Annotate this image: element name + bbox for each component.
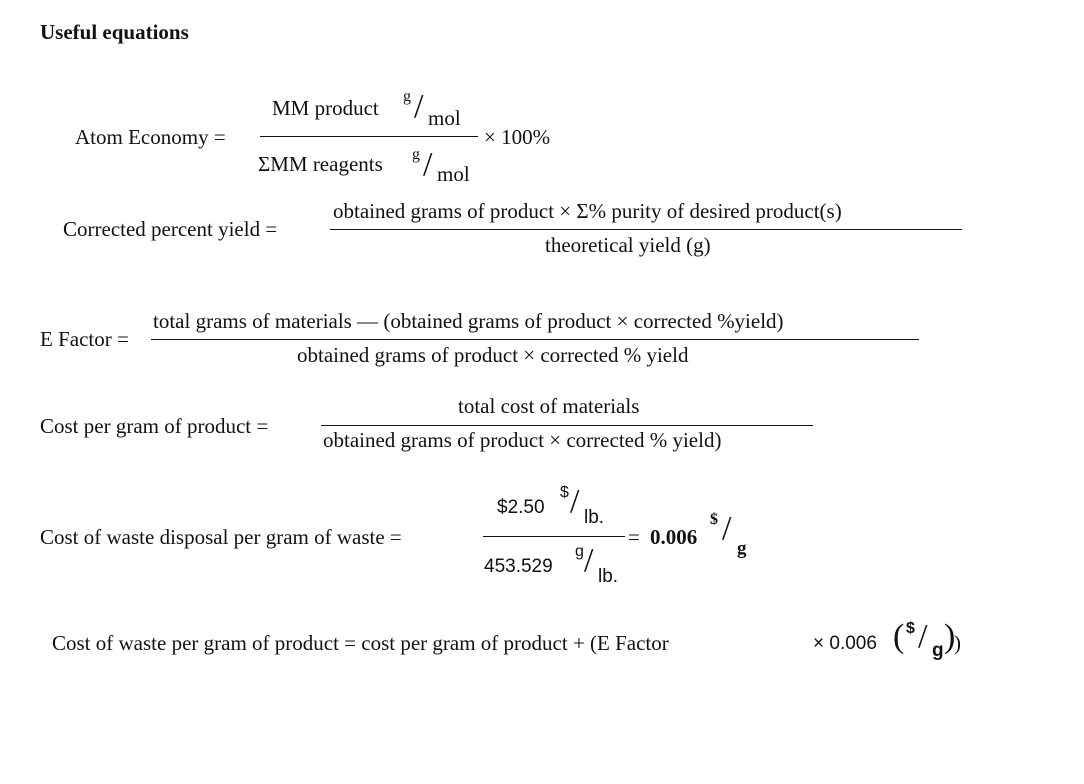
waste-disposal-result-unit-top: $ <box>710 511 718 528</box>
atom-economy-denominator-clip <box>255 146 485 186</box>
waste-per-product-times: × 0.006 <box>813 633 877 654</box>
waste-disposal-den-unit-top: g <box>575 543 584 560</box>
waste-disposal-num-unit-bottom: lb. <box>584 507 605 528</box>
e-factor-lhs: E Factor = <box>40 327 129 351</box>
atom-economy-times: × 100% <box>484 125 551 149</box>
fraction-slash: / <box>722 510 732 547</box>
atom-economy-den-unit-top: g <box>412 146 420 163</box>
atom-economy-denominator: ΣMM reagents <box>258 152 383 176</box>
fraction-bar <box>151 339 919 340</box>
waste-disposal-num-unit-top: $ <box>560 484 569 501</box>
close-paren: ) <box>944 618 956 655</box>
corrected-yield-denominator: theoretical yield (g) <box>545 233 711 257</box>
corrected-yield-lhs: Corrected percent yield = <box>63 217 278 241</box>
waste-disposal-num-value: $2.50 <box>497 497 545 518</box>
waste-disposal-den-unit-bottom: lb. <box>598 566 619 587</box>
atom-economy-num-unit-top: g <box>403 88 411 105</box>
fraction-slash: / <box>570 483 580 520</box>
fraction-slash: / <box>414 88 424 125</box>
waste-disposal-equals: = <box>628 525 640 549</box>
fraction-slash: / <box>918 618 928 655</box>
waste-per-product-text: Cost of waste per gram of product = cost per gram of product + (E Factor <box>52 631 669 655</box>
e-factor-denominator: obtained grams of product × corrected % yield <box>297 343 689 367</box>
fraction-bar <box>260 136 478 137</box>
cost-per-gram-denominator: obtained grams of product × corrected % yield) <box>323 428 722 452</box>
waste-disposal-result-unit-bottom: g <box>737 538 747 559</box>
close-paren-outer: ) <box>954 631 961 655</box>
page-heading: Useful equations <box>40 20 189 44</box>
waste-per-product-unit-bottom: g <box>932 640 944 661</box>
waste-disposal-result: 0.006 <box>650 525 698 549</box>
open-paren: ( <box>893 618 905 655</box>
fraction-bar <box>483 536 625 537</box>
atom-economy-numerator: MM product <box>272 96 379 120</box>
waste-disposal-den-value: 453.529 <box>484 556 553 577</box>
cost-per-gram-numerator: total cost of materials <box>458 394 640 418</box>
atom-economy-lhs: Atom Economy = <box>75 125 226 149</box>
e-factor-numerator: total grams of materials — (obtained grams of product × corrected %yield) <box>153 309 784 333</box>
atom-economy-den-unit-bottom: mol <box>437 162 470 186</box>
atom-economy-num-unit-bottom: mol <box>428 106 461 130</box>
cost-per-gram-lhs: Cost per gram of product = <box>40 414 269 438</box>
corrected-yield-numerator: obtained grams of product × Σ% purity of desired product(s) <box>333 199 842 223</box>
waste-per-product-unit-top: $ <box>906 620 915 637</box>
fraction-bar <box>321 425 813 426</box>
fraction-bar <box>330 229 962 230</box>
fraction-slash: / <box>423 146 433 183</box>
fraction-slash: / <box>584 542 594 579</box>
waste-disposal-lhs: Cost of waste disposal per gram of waste = <box>40 525 402 549</box>
